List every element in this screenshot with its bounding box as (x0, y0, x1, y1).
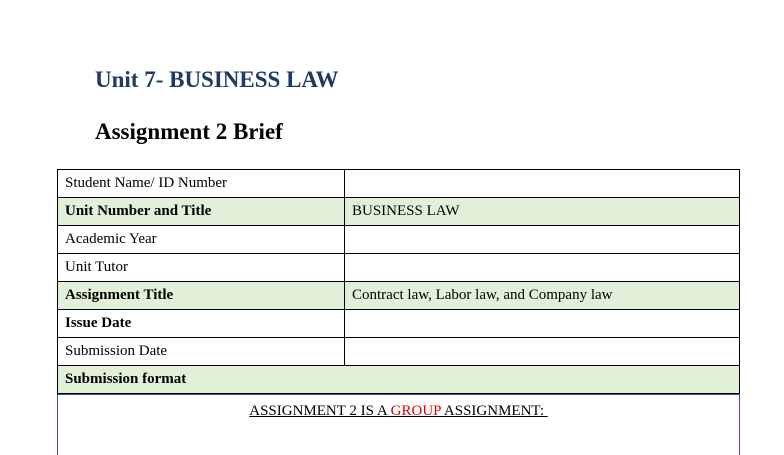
row-label-unit-number: Unit Number and Title (58, 198, 345, 226)
submission-format-label: Submission format (58, 366, 740, 394)
group-assignment-box (57, 394, 740, 455)
table-row (58, 170, 740, 198)
row-label-assignment-title: Assignment Title (58, 282, 345, 310)
row-label-student-name: Student Name/ ID Number (58, 170, 345, 198)
notice-group-word: GROUP (390, 403, 441, 419)
row-value-unit-number: BUSINESS LAW (345, 198, 740, 226)
row-value-submission-date (345, 338, 740, 366)
unit-title: Unit 7- BUSINESS LAW (95, 67, 339, 92)
row-value-unit-tutor (345, 254, 740, 282)
row-value-assignment-title: Contract law, Labor law, and Company law (345, 282, 740, 310)
row-label-issue-date: Issue Date (58, 310, 345, 338)
notice-suffix: ASSIGNMENT: (440, 403, 548, 419)
assignment-info-table (57, 169, 740, 394)
group-assignment-notice (58, 403, 739, 420)
table-row (58, 310, 740, 338)
notice-prefix: ASSIGNMENT 2 IS A (249, 403, 391, 419)
row-label-unit-tutor: Unit Tutor (58, 254, 345, 282)
table-row (58, 226, 740, 254)
row-label-submission-date: Submission Date (58, 338, 345, 366)
assignment-brief-title: Assignment 2 Brief (95, 119, 283, 144)
table-row (58, 198, 740, 226)
table-row (58, 366, 740, 394)
row-value-student-name (345, 170, 740, 198)
row-label-academic-year: Academic Year (58, 226, 345, 254)
table-row (58, 254, 740, 282)
row-value-issue-date (345, 310, 740, 338)
table-row (58, 338, 740, 366)
table-row (58, 282, 740, 310)
row-value-academic-year (345, 226, 740, 254)
